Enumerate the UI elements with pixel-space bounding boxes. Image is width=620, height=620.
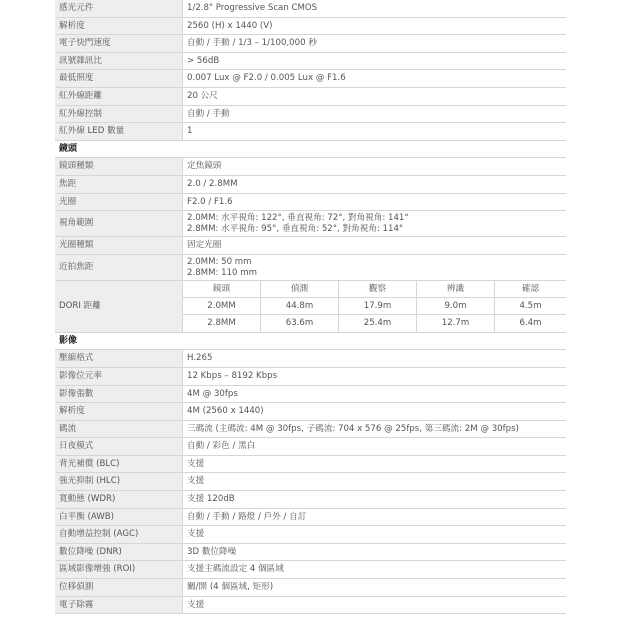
spec-value: 0.007 Lux @ F2.0 / 0.005 Lux @ F1.6 (182, 70, 566, 87)
spec-label: 鏡頭種類 (55, 158, 182, 175)
spec-value: F2.0 / F1.6 (182, 194, 566, 211)
spec-row (55, 237, 566, 255)
dori-header: 確認 (495, 281, 566, 298)
spec-value: 支援 (182, 456, 566, 473)
spec-label: 日夜模式 (55, 438, 182, 455)
spec-value: 支援 (182, 473, 566, 490)
spec-value: 20 公尺 (182, 88, 566, 105)
dori-header: 觀察 (339, 281, 417, 298)
section-heading-video: 影像 (55, 333, 566, 351)
spec-label: 自動增益控制 (AGC) (55, 526, 182, 543)
spec-label: 電子除霧 (55, 597, 182, 614)
spec-row (55, 106, 566, 124)
spec-label: 電子快門速度 (55, 35, 182, 52)
spec-label: 寬動態 (WDR) (55, 491, 182, 508)
dori-cell: 44.8m (261, 298, 339, 315)
spec-row (55, 597, 566, 615)
spec-value: 三碼流 (主碼流: 4M @ 30fps, 子碼流: 704 x 576 @ 25fps, 第三碼流: 2M @ 30fps) (182, 421, 566, 438)
spec-value: 定焦鏡頭 (182, 158, 566, 175)
spec-label: 強光抑制 (HLC) (55, 473, 182, 490)
dori-header: 鏡頭 (183, 281, 261, 298)
dori-cell: 9.0m (417, 298, 495, 315)
spec-label: 訊號雜訊比 (55, 53, 182, 70)
spec-row (55, 526, 566, 544)
spec-row (55, 438, 566, 456)
spec-row (55, 88, 566, 106)
spec-label: 光圈 (55, 194, 182, 211)
section-heading-lens: 鏡頭 (55, 141, 566, 159)
spec-row (55, 158, 566, 176)
dori-row (55, 281, 566, 333)
spec-row (55, 456, 566, 474)
spec-label: 背光補償 (BLC) (55, 456, 182, 473)
spec-value: 1/2.8" Progressive Scan CMOS (182, 0, 566, 17)
spec-value: 支援 (182, 526, 566, 543)
dori-cell: 12.7m (417, 315, 495, 332)
spec-value: 12 Kbps – 8192 Kbps (182, 368, 566, 385)
spec-value: 自動 / 手動 / 1/3 – 1/100,000 秒 (182, 35, 566, 52)
spec-label: 碼流 (55, 421, 182, 438)
spec-value: 支援主碼流設定 4 個區域 (182, 561, 566, 578)
spec-row (55, 509, 566, 527)
spec-value: 4M @ 30fps (182, 386, 566, 403)
dori-cell: 63.6m (261, 315, 339, 332)
dori-cell: 4.5m (495, 298, 566, 315)
spec-label: 區域影像增強 (ROI) (55, 561, 182, 578)
spec-row (55, 368, 566, 386)
dori-header: 偵測 (261, 281, 339, 298)
focus-line: 2.8MM: 110 mm (187, 267, 258, 278)
spec-row (55, 35, 566, 53)
spec-label: 解析度 (55, 403, 182, 420)
spec-row (55, 544, 566, 562)
spec-row (55, 350, 566, 368)
spec-value: 固定光圈 (182, 237, 566, 254)
spec-label: 紅外線控制 (55, 106, 182, 123)
spec-label: 解析度 (55, 18, 182, 35)
spec-value: 自動 / 手動 (182, 106, 566, 123)
spec-row (55, 421, 566, 439)
dori-header: 辨識 (417, 281, 495, 298)
spec-row (55, 403, 566, 421)
spec-label: 焦距 (55, 176, 182, 193)
spec-value: 4M (2560 x 1440) (182, 403, 566, 420)
focus-line: 2.0MM: 50 mm (187, 256, 252, 267)
spec-value (182, 255, 566, 280)
view-angle-line: 2.8MM: 水平視角: 95°, 垂直視角: 52°, 對角視角: 114° (187, 224, 404, 235)
spec-label: 紅外線 LED 數量 (55, 123, 182, 140)
spec-row (55, 386, 566, 404)
spec-row (55, 18, 566, 36)
spec-value: > 56dB (182, 53, 566, 70)
view-angle-line: 2.0MM: 水平視角: 122°, 垂直視角: 72°, 對角視角: 141° (187, 213, 409, 224)
spec-label: 影像位元率 (55, 368, 182, 385)
spec-row (55, 561, 566, 579)
spec-row (55, 70, 566, 88)
spec-value: 1 (182, 123, 566, 140)
dori-cell: 2.8MM (183, 315, 261, 332)
spec-value: H.265 (182, 350, 566, 367)
spec-label: 感光元件 (55, 0, 182, 17)
spec-value: 3D 數位降噪 (182, 544, 566, 561)
spec-value: 2.0 / 2.8MM (182, 176, 566, 193)
spec-value: 2560 (H) x 1440 (V) (182, 18, 566, 35)
spec-value: 關/開 (4 個區域, 矩形) (182, 579, 566, 596)
spec-label: 近拍焦距 (55, 255, 182, 280)
spec-label: 光圈種類 (55, 237, 182, 254)
spec-value: 自動 / 手動 / 路燈 / 戶外 / 自訂 (182, 509, 566, 526)
spec-row-view-angle (55, 211, 566, 237)
spec-sheet (55, 0, 566, 614)
spec-value: 支援 (182, 597, 566, 614)
spec-label: 壓縮格式 (55, 350, 182, 367)
spec-label: 影像張數 (55, 386, 182, 403)
dori-cell: 17.9m (339, 298, 417, 315)
spec-row (55, 491, 566, 509)
spec-row (55, 176, 566, 194)
spec-row-focus (55, 255, 566, 281)
spec-row (55, 579, 566, 597)
spec-label: 視角範圍 (55, 211, 182, 236)
spec-label: 位移偵測 (55, 579, 182, 596)
dori-cell: 25.4m (339, 315, 417, 332)
spec-label: 最低照度 (55, 70, 182, 87)
spec-row (55, 473, 566, 491)
spec-label: 紅外線距離 (55, 88, 182, 105)
spec-row (55, 0, 566, 18)
spec-label: 白平衡 (AWB) (55, 509, 182, 526)
spec-label: 數位降噪 (DNR) (55, 544, 182, 561)
spec-row (55, 53, 566, 71)
dori-table (182, 281, 566, 332)
dori-cell: 6.4m (519, 317, 542, 328)
spec-value: 支援 120dB (182, 491, 566, 508)
spec-row (55, 194, 566, 212)
spec-value (182, 211, 566, 236)
spec-label: DORI 距離 (55, 281, 182, 332)
dori-cell: 2.0MM (183, 298, 261, 315)
spec-row (55, 123, 566, 141)
spec-value: 自動 / 彩色 / 黑白 (182, 438, 566, 455)
